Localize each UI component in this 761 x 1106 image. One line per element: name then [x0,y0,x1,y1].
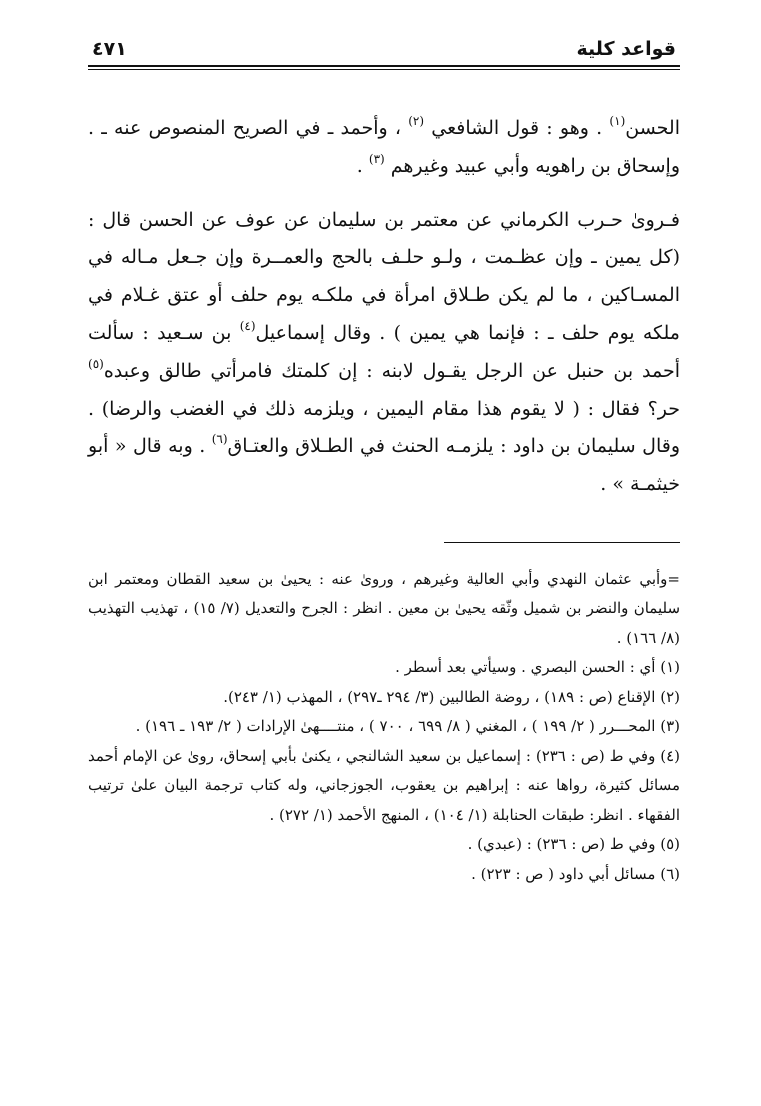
footnotes [88,565,680,890]
text-run: . [356,154,369,177]
text-run: فـروىٰ حـرب الكرماني عن معتمر بن سليمان عن عوف عن الحسن قال : (كل يمين ـ وإن عظـمت ، ولـو حلـف بالحج والعمــرة وإن جـعل مـاله في المسـاكين ، ما لم يكن طـلاق امرأة في ملكـه يوم حلف أو عتق غـلام في ملكه يوم حلف ـ : فإنما هي يمين ) . وقال إسماعيل [88,208,680,344]
header-rule-thin [88,69,680,70]
footnote-ref-6[interactable]: (٦) [211,432,228,447]
footnote-ref-2[interactable]: (٢) [408,114,425,128]
paragraph-2 [88,202,680,504]
footnote-ref-3[interactable]: (٣) [368,151,385,166]
text-run: الحسن [625,117,680,139]
footnote-continuation: =وأبي عثمان النهدي وأبي العالية وغيرهم ، وروىٰ عنه : يحيىٰ بن سعيد القطان ومعتمر ابن سليمان والنضر بن شميل وثّقه يحيىٰ بن معين . انظر : الجرح والتعديل (٧/ ١٥) ، تهذيب التهذيب (٨/ ١٦٦) . [88,569,681,647]
footnote-ref-5[interactable]: (٥) [88,356,104,371]
footnote-ref-4[interactable]: (٤) [239,318,256,333]
footnote-5: (٥) وفي ط (ص : ٢٣٦) : (عبدي) . [467,835,680,854]
running-header [88,38,680,64]
main-text [88,110,680,504]
footnote-3: (٣) المحـــرر ( ٢/ ١٩٩ ) ، المغني ( ٨/ ٦٩٩ ، ٧٠٠ ) ، منتــــهىٰ الإرادات ( ٢/ ١٩٣ ـ ١٩٦) . [135,717,680,736]
book-page [88,38,680,889]
footnote-separator [444,542,680,543]
footnote-2: (٢) الإقناع (ص : ١٨٩) ، روضة الطالبين (٣/ ٢٩٤ ـ٢٩٧) ، المهذب (١/ ٢٤٣). [223,687,680,706]
footnote-1: (١) أي : الحسن البصري . وسيأتي بعد أسطر . [395,658,680,677]
footnote-separator-wrap [88,504,680,543]
footnote-6: (٦) مسائل أبي داود ( ص : ٢٢٣) . [471,864,680,883]
text-run: . وبه قال « أبو خيثمـة » . [88,435,680,496]
footnote-ref-1[interactable]: (١) [609,114,626,128]
header-title: قواعد كلية [576,38,676,60]
page-number: ٤٧١ [92,38,127,60]
header-rule [88,65,680,67]
text-run: ، وأحمد ـ في الصريح المنصوص عنه ـ . وإسحاق بن راهويه وأبي عبيد وغيرهم [88,117,680,177]
paragraph-1 [88,110,680,186]
text-run: بن سـعيد : سألت أحمد بن حنبل عن الرجل يقـول لابنه : إن كلمتك فامرأتي طالق وعبده [88,321,680,382]
footnote-4: (٤) وفي ط (ص : ٢٣٦) : إسماعيل بن سعيد الشالنجي ، يكنىٰ بأبي إسحاق، روىٰ عن الإمام أحمد مسائل كثيرة، رواها عنه : إبراهيم بن يعقوب، الجوزجاني، وله كتاب ترجمة البيان علىٰ ترتيب الفقهاء . انظر: طبقات الحنابلة (١/ ١٠٤) ، المنهج الأحمد (١/ ٢٧٢) . [88,746,680,824]
text-run: . وهو : قول الشافعي [424,117,610,139]
text-run: حر؟ فقال : ( لا يقوم هذا مقام اليمين ، ويلزمه ذلك في الغضب والرضا) . وقال سليمان بن داود : يلزمـه الحنث في الطـلاق والعتـاق [88,397,680,458]
